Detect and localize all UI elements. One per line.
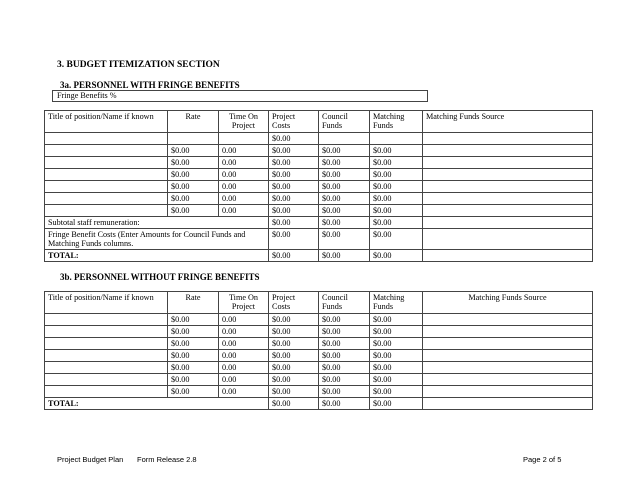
- rate-cell[interactable]: $0.00: [168, 193, 219, 205]
- council-cell[interactable]: $0.00: [319, 326, 370, 338]
- source-cell[interactable]: [423, 350, 593, 362]
- subtotal-row: [45, 217, 593, 229]
- table-row: [45, 374, 593, 386]
- source-cell[interactable]: [423, 326, 593, 338]
- matching-cell[interactable]: $0.00: [370, 157, 423, 169]
- source-cell[interactable]: [423, 193, 593, 205]
- council-cell[interactable]: $0.00: [319, 157, 370, 169]
- rate-cell[interactable]: $0.00: [168, 205, 219, 217]
- time-cell[interactable]: 0.00: [219, 326, 269, 338]
- header-position: Title of position/Name if known: [45, 292, 168, 314]
- total-council: $0.00: [319, 250, 370, 262]
- rate-cell[interactable]: $0.00: [168, 314, 219, 326]
- total-project: $0.00: [269, 250, 319, 262]
- matching-cell[interactable]: $0.00: [370, 326, 423, 338]
- position-cell[interactable]: [45, 157, 168, 169]
- rate-cell[interactable]: $0.00: [168, 338, 219, 350]
- table-row: [45, 386, 593, 398]
- header-rate: Rate: [168, 292, 219, 314]
- table-row: [45, 205, 593, 217]
- council-cell[interactable]: $0.00: [319, 314, 370, 326]
- subtotal-label: Subtotal staff remuneration:: [45, 217, 269, 229]
- fringe-costs-matching[interactable]: $0.00: [370, 229, 423, 250]
- time-cell[interactable]: 0.00: [219, 205, 269, 217]
- table-row: [45, 145, 593, 157]
- council-cell[interactable]: $0.00: [319, 181, 370, 193]
- rate-cell[interactable]: $0.00: [168, 374, 219, 386]
- position-cell[interactable]: [45, 326, 168, 338]
- matching-cell[interactable]: $0.00: [370, 205, 423, 217]
- matching-cell[interactable]: [370, 133, 423, 145]
- table-row: [45, 181, 593, 193]
- matching-cell[interactable]: $0.00: [370, 181, 423, 193]
- rate-cell[interactable]: $0.00: [168, 181, 219, 193]
- header-project: Project Costs: [269, 111, 319, 133]
- header-source: Matching Funds Source: [423, 292, 593, 314]
- footer-page-number: Page 2 of 5: [523, 455, 562, 464]
- time-cell[interactable]: 0.00: [219, 169, 269, 181]
- position-cell[interactable]: [45, 374, 168, 386]
- council-cell[interactable]: $0.00: [319, 338, 370, 350]
- table-header-row: [45, 292, 593, 314]
- total-source: [423, 250, 593, 262]
- council-cell[interactable]: $0.00: [319, 374, 370, 386]
- total-council: $0.00: [319, 398, 370, 410]
- rate-cell[interactable]: $0.00: [168, 350, 219, 362]
- rate-cell[interactable]: $0.00: [168, 386, 219, 398]
- council-cell[interactable]: $0.00: [319, 169, 370, 181]
- position-cell[interactable]: [45, 133, 168, 145]
- project-cell: $0.00: [269, 193, 319, 205]
- header-position: Title of position/Name if known: [45, 111, 168, 133]
- project-cell: $0.00: [269, 145, 319, 157]
- project-cell: $0.00: [269, 362, 319, 374]
- source-cell[interactable]: [423, 362, 593, 374]
- time-cell[interactable]: 0.00: [219, 362, 269, 374]
- subtotal-matching: $0.00: [370, 217, 423, 229]
- time-cell[interactable]: 0.00: [219, 338, 269, 350]
- header-matching: Matching Funds: [370, 111, 423, 133]
- personnel-no-fringe-table: [44, 291, 593, 410]
- source-cell[interactable]: [423, 145, 593, 157]
- table-row: [45, 133, 593, 145]
- position-cell[interactable]: [45, 169, 168, 181]
- rate-cell[interactable]: $0.00: [168, 157, 219, 169]
- part-b-title: 3b. PERSONNEL WITHOUT FRINGE BENEFITS: [60, 272, 260, 282]
- source-cell[interactable]: [423, 205, 593, 217]
- matching-cell[interactable]: $0.00: [370, 193, 423, 205]
- header-matching: Matching Funds: [370, 292, 423, 314]
- rate-cell[interactable]: $0.00: [168, 169, 219, 181]
- fringe-costs-council[interactable]: $0.00: [319, 229, 370, 250]
- total-source: [423, 398, 593, 410]
- matching-cell[interactable]: $0.00: [370, 350, 423, 362]
- subtotal-council: $0.00: [319, 217, 370, 229]
- council-cell[interactable]: [319, 133, 370, 145]
- rate-cell[interactable]: $0.00: [168, 362, 219, 374]
- table-row: [45, 314, 593, 326]
- source-cell[interactable]: [423, 374, 593, 386]
- source-cell[interactable]: [423, 181, 593, 193]
- part-a-title: 3a. PERSONNEL WITH FRINGE BENEFITS: [60, 80, 240, 90]
- footer-release: Form Release 2.8: [137, 455, 197, 464]
- source-cell[interactable]: [423, 169, 593, 181]
- source-cell[interactable]: [423, 157, 593, 169]
- total-matching: $0.00: [370, 250, 423, 262]
- header-project: Project Costs: [269, 292, 319, 314]
- council-cell[interactable]: $0.00: [319, 386, 370, 398]
- matching-cell[interactable]: $0.00: [370, 362, 423, 374]
- fringe-benefits-field[interactable]: [52, 90, 428, 102]
- council-cell[interactable]: $0.00: [319, 205, 370, 217]
- position-cell[interactable]: [45, 338, 168, 350]
- position-cell[interactable]: [45, 181, 168, 193]
- total-label: TOTAL:: [45, 250, 269, 262]
- total-row: [45, 398, 593, 410]
- time-cell[interactable]: 0.00: [219, 181, 269, 193]
- position-cell[interactable]: [45, 350, 168, 362]
- position-cell[interactable]: [45, 314, 168, 326]
- time-cell[interactable]: 0.00: [219, 374, 269, 386]
- project-cell: $0.00: [269, 169, 319, 181]
- subtotal-source: [423, 217, 593, 229]
- matching-cell[interactable]: $0.00: [370, 386, 423, 398]
- source-cell[interactable]: [423, 386, 593, 398]
- project-cell: $0.00: [269, 205, 319, 217]
- matching-cell[interactable]: $0.00: [370, 338, 423, 350]
- fringe-costs-row: [45, 229, 593, 250]
- source-cell[interactable]: [423, 338, 593, 350]
- project-cell: $0.00: [269, 326, 319, 338]
- fringe-costs-project: $0.00: [269, 229, 319, 250]
- total-matching: $0.00: [370, 398, 423, 410]
- fringe-costs-label: Fringe Benefit Costs (Enter Amounts for Council Funds and Matching Funds columns.: [45, 229, 269, 250]
- position-cell[interactable]: [45, 386, 168, 398]
- personnel-fringe-table: [44, 110, 593, 262]
- section-title: 3. BUDGET ITEMIZATION SECTION: [57, 60, 220, 70]
- table-row: [45, 193, 593, 205]
- source-cell[interactable]: [423, 133, 593, 145]
- footer-doc-name: Project Budget Plan: [57, 455, 124, 464]
- time-cell[interactable]: 0.00: [219, 386, 269, 398]
- time-cell[interactable]: 0.00: [219, 145, 269, 157]
- project-cell: $0.00: [269, 350, 319, 362]
- council-cell[interactable]: $0.00: [319, 193, 370, 205]
- fringe-costs-source[interactable]: [423, 229, 593, 250]
- project-cell: $0.00: [269, 374, 319, 386]
- project-cell: $0.00: [269, 133, 319, 145]
- project-cell: $0.00: [269, 181, 319, 193]
- table-row: [45, 362, 593, 374]
- total-project: $0.00: [269, 398, 319, 410]
- total-row: [45, 250, 593, 262]
- position-cell[interactable]: [45, 205, 168, 217]
- table-row: [45, 350, 593, 362]
- position-cell[interactable]: [45, 193, 168, 205]
- position-cell[interactable]: [45, 362, 168, 374]
- table-row: [45, 157, 593, 169]
- header-source: Matching Funds Source: [423, 111, 593, 133]
- project-cell: $0.00: [269, 386, 319, 398]
- header-council: Council Funds: [319, 292, 370, 314]
- header-council: Council Funds: [319, 111, 370, 133]
- time-cell[interactable]: 0.00: [219, 157, 269, 169]
- time-cell[interactable]: [219, 133, 269, 145]
- table-header-row: [45, 111, 593, 133]
- fringe-benefits-label: Fringe Benefits %: [57, 91, 117, 100]
- project-cell: $0.00: [269, 314, 319, 326]
- time-cell[interactable]: 0.00: [219, 350, 269, 362]
- table-row: [45, 338, 593, 350]
- council-cell[interactable]: $0.00: [319, 145, 370, 157]
- table-row: [45, 326, 593, 338]
- subtotal-project: $0.00: [269, 217, 319, 229]
- position-cell[interactable]: [45, 145, 168, 157]
- matching-cell[interactable]: $0.00: [370, 314, 423, 326]
- matching-cell[interactable]: $0.00: [370, 374, 423, 386]
- time-cell[interactable]: 0.00: [219, 314, 269, 326]
- rate-cell[interactable]: [168, 133, 219, 145]
- matching-cell[interactable]: $0.00: [370, 145, 423, 157]
- rate-cell[interactable]: $0.00: [168, 145, 219, 157]
- total-label: TOTAL:: [45, 398, 269, 410]
- header-rate: Rate: [168, 111, 219, 133]
- council-cell[interactable]: $0.00: [319, 362, 370, 374]
- source-cell[interactable]: [423, 314, 593, 326]
- header-time: Time On Project: [219, 111, 269, 133]
- time-cell[interactable]: 0.00: [219, 193, 269, 205]
- table-row: [45, 169, 593, 181]
- matching-cell[interactable]: $0.00: [370, 169, 423, 181]
- project-cell: $0.00: [269, 157, 319, 169]
- project-cell: $0.00: [269, 338, 319, 350]
- header-time: Time On Project: [219, 292, 269, 314]
- rate-cell[interactable]: $0.00: [168, 326, 219, 338]
- council-cell[interactable]: $0.00: [319, 350, 370, 362]
